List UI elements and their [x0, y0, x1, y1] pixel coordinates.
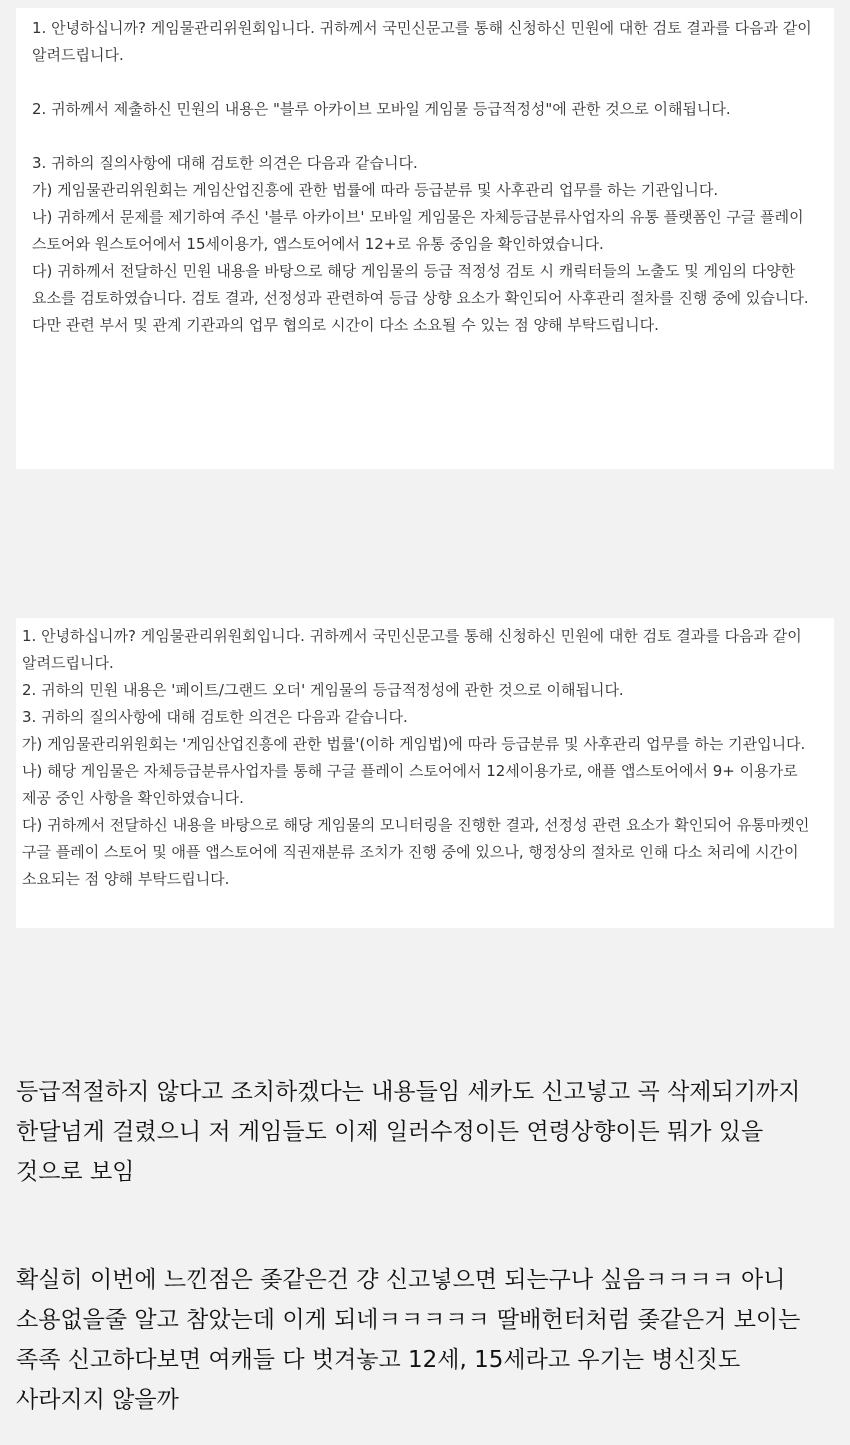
response-paragraph-3: 3. 귀하의 질의사항에 대해 검토한 의견은 다음과 같습니다.: [32, 154, 418, 172]
response-item-na: 나) 해당 게임물은 자체등급분류사업자를 통해 구글 플레이 스토어에서 12세이용가로, 애플 앱스토어에서 9+ 이용가로 제공 중인 사항을 확인하였습니다.: [22, 762, 798, 807]
complaint-response-fgo: [16, 618, 834, 928]
response-item-ga: 가) 게임물관리위원회는 '게임산업진흥에 관한 법률'(이하 게임법)에 따라 등급분류 및 사후관리 업무를 하는 기관입니다.: [22, 735, 806, 753]
response-paragraph-2: 2. 귀하께서 제출하신 민원의 내용은 "블루 아카이브 모바일 게임물 등급적정성"에 관한 것으로 이해됩니다.: [32, 100, 731, 118]
response-paragraph-1: 1. 안녕하십니까? 게임물관리위원회입니다. 귀하께서 국민신문고를 통해 신청하신 민원에 대한 검토 결과를 다음과 같이 알려드립니다.: [32, 19, 812, 64]
response-paragraph-3: 3. 귀하의 질의사항에 대해 검토한 의견은 다음과 같습니다.: [22, 708, 408, 726]
response-item-da: 다) 귀하께서 전달하신 내용을 바탕으로 해당 게임물의 모니터링을 진행한 결과, 선정성 관련 요소가 확인되어 유통마켓인 구글 플레이 스토어 및 애플 앱스토어에 직권재분류 조치가 진행 중에 있으나, 행정상의 절차로 인해 다소 처리에 시간이 소요되는 점 양해 부탁드립니다.: [22, 816, 810, 888]
comment-text: 등급적절하지 않다고 조치하겠다는 내용들임 세카도 신고넣고 곡 삭제되기까지 한달넘게 걸렸으니 저 게임들도 이제 일러수정이든 연령상향이든 뭐가 있을 것으로 보임: [16, 1079, 801, 1185]
response-paragraph-2: 2. 귀하의 민원 내용은 '페이트/그랜드 오더' 게임물의 등급적정성에 관한 것으로 이해됩니다.: [22, 681, 624, 699]
user-comment-2: [16, 1260, 834, 1420]
comment-text: 확실히 이번에 느낀점은 좆같은건 걍 신고넣으면 되는구나 싶음ㅋㅋㅋㅋ 아니 소용없을줄 알고 참았는데 이게 되네ㅋㅋㅋㅋㅋ 딸배헌터처럼 좆같은거 보이는 족족 신고하다보면 여캐들 다 벗겨놓고 12세, 15세라고 우기는 병신짓도 사라지지 않을까: [16, 1267, 801, 1413]
response-paragraph-1: 1. 안녕하십니까? 게임물관리위원회입니다. 귀하께서 국민신문고를 통해 신청하신 민원에 대한 검토 결과를 다음과 같이 알려드립니다.: [22, 627, 802, 672]
response-item-na: 나) 귀하께서 문제를 제기하여 주신 '블루 아카이브' 모바일 게임물은 자체등급분류사업자의 유통 플랫폼인 구글 플레이 스토어와 원스토어에서 15세이용가, 앱스토어에서 12+로 유통 중임을 확인하였습니다.: [32, 208, 804, 253]
complaint-response-blue-archive: [16, 8, 834, 469]
response-item-da: 다) 귀하께서 전달하신 민원 내용을 바탕으로 해당 게임물의 등급 적정성 검토 시 캐릭터들의 노출도 및 게임의 다양한 요소를 검토하였습니다. 검토 결과, 선정성과 관련하여 등급 상향 요소가 확인되어 사후관리 절차를 진행 중에 있습니다. 다만 관련 부서 및 관계 기관과의 업무 협의로 시간이 다소 소요될 수 있는 점 양해 부탁드립니다.: [32, 262, 809, 334]
user-comment-1: [16, 1072, 834, 1192]
response-item-ga: 가) 게임물관리위원회는 게임산업진흥에 관한 법률에 따라 등급분류 및 사후관리 업무를 하는 기관입니다.: [32, 181, 719, 199]
